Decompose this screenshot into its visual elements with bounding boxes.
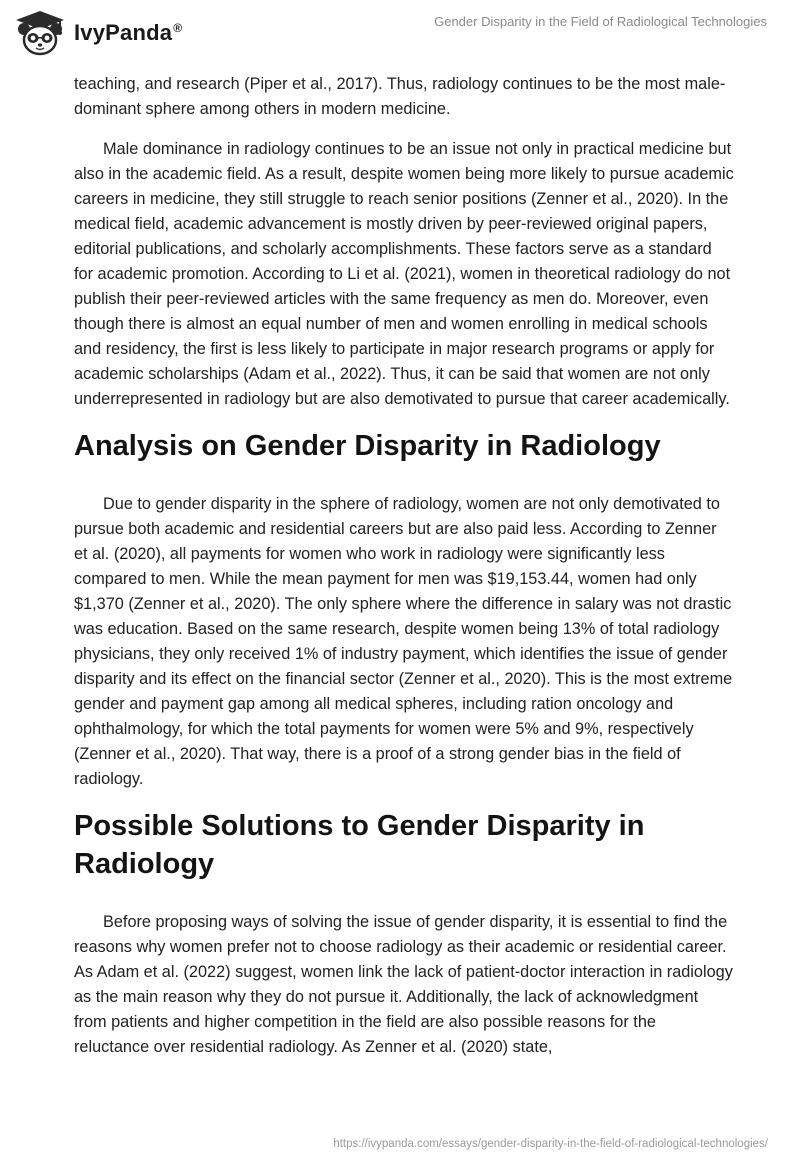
section-heading-solutions: Possible Solutions to Gender Disparity in Radiology [74, 810, 645, 880]
ivypanda-logo[interactable] [14, 8, 182, 58]
paragraph-analysis: Due to gender disparity in the sphere of radiology, women are not only demotivated to pursue both academic and residential careers but are also paid less. According to Zenner et al. (2020), all payments for women who work in radiology were significantly less compared to men. While the mean payment for men was $19,153.44, women had only $1,370 (Zenner et al., 2020). The only sphere where the difference in salary was not drastic was education. Based on the same research, despite women being 13% of total radiology physicians, they only received 1% of industry payment, which identifies the issue of gender disparity and its effect on the financial sector (Zenner et al., 2020). This is the most extreme gender and payment gap among all medical spheres, including ration oncology and ophthalmology, for which the total payments for women were 5% and 9%, respectively (Zenner et al., 2020). That way, there is a proof of a strong gender bias in the field of radiology. [74, 495, 733, 788]
paragraph-male-dominance: Male dominance in radiology continues to be an issue not only in practical medicine but also in the academic field. As a result, despite women being more likely to pursue academic careers in medicine, they still struggle to reach senior positions (Zenner et al., 2020). In the medical field, academic advancement is mostly driven by peer-reviewed original papers, editorial publications, and scholarly accomplishments. These factors serve as a standard for academic promotion. According to Li et al. (2021), women in theoretical radiology do not publish their peer-reviewed articles with the same frequency as men do. Moreover, even though there is almost an equal number of men and women enrolling in medical schools and residency, the first is less likely to participate in major research programs or apply for academic scholarships (Adam et al., 2022). Thus, it can be said that women are not only underrepresented in radiology but are also demotivated to pursue that career academically. [74, 140, 734, 408]
logo-text: IvyPanda® [74, 20, 183, 45]
section-heading-analysis: Analysis on Gender Disparity in Radiology [74, 430, 661, 462]
panda-icon [14, 9, 66, 57]
essay-content [74, 72, 734, 1075]
paragraph-solutions: Before proposing ways of solving the issue of gender disparity, it is essential to find the reasons why women prefer not to choose radiology as their academic or residential career. As Adam et al. (2022) suggest, women link the lack of patient-doctor interaction in radiology as the main reason why they do not pursue it. Additionally, the lack of acknowledgment from patients and higher competition in the field are also possible reasons for the reluctance over residential radiology. As Zenner et al. (2020) state, [74, 913, 733, 1056]
footer-url-link[interactable]: https://ivypanda.com/essays/gender-disparity-in-the-field-of-radiological-technologies/ [333, 1138, 768, 1150]
page-header [0, 0, 800, 62]
paragraph-continuation: teaching, and research (Piper et al., 2017). Thus, radiology continues to be the most male-dominant sphere among others in modern medicine. [74, 75, 726, 118]
registered-mark: ® [173, 20, 183, 35]
document-title: Gender Disparity in the Field of Radiological Technologies [434, 14, 767, 29]
